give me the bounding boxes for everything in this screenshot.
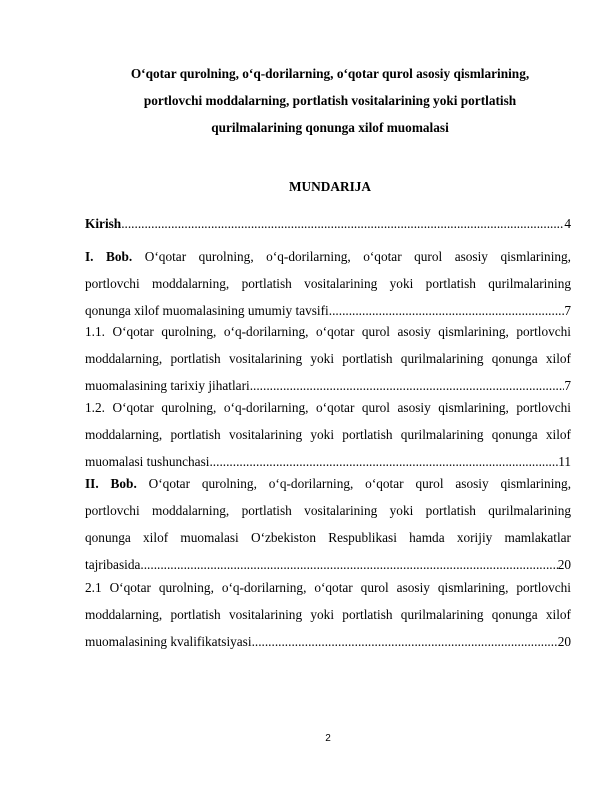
title-line-2: portlovchi moddalarning, portlatish vositalarining yoki portlatish — [143, 93, 517, 108]
toc-entry-line: moddalarning, portlatish vositalarining yoki portlatish qurilmalarining qonunga xilof — [85, 427, 571, 442]
toc-entry-line — [85, 210, 571, 237]
toc-heading: MUNDARIJA — [289, 179, 371, 194]
toc-entry-line: moddalarning, portlatish vositalarining yoki portlatish qurilmalarining qonunga xilof — [85, 607, 571, 622]
toc-page-number: 7 — [564, 303, 571, 318]
toc-entry-label: II. Bob. — [85, 476, 137, 491]
toc-entry-line: I. Bob. O‘qotar qurolning, o‘q-dorilarning, o‘qotar qurol asosiy qismlarining, — [85, 249, 572, 264]
title-line-1: O‘qotar qurolning, o‘q-dorilarning, o‘qotar qurol asosiy qismlarining, — [130, 66, 530, 81]
toc-entry-section-1-2[interactable] — [85, 394, 571, 475]
toc-entry-line: portlovchi moddalarning, portlatish vositalarining yoki portlatish qurilmalarining — [85, 276, 571, 291]
toc-entry-chapter-1[interactable] — [85, 243, 571, 324]
toc-entry-line: tajribasida ..... 20 — [85, 551, 571, 578]
toc-page-number: 7 — [564, 378, 571, 393]
toc-page-number: 20 — [557, 557, 571, 572]
toc-entry-line: portlovchi moddalarning, portlatish vositalarining yoki portlatish qurilmalarining — [85, 503, 571, 518]
toc-entry-line: qonunga xilof muomalasi O‘zbekiston Respublikasi hamda xorijiy mamlakatlar — [85, 530, 571, 545]
toc-entry-label: I. Bob. — [85, 249, 133, 264]
toc-entry-line: 1.1. O‘qotar qurolning, o‘q-dorilarning, o‘qotar qurol asosiy qismlarining, portlovchi — [85, 324, 571, 339]
toc-entry-label: Kirish — [85, 216, 122, 231]
toc-entry-line: 2.1 O‘qotar qurolning, o‘q-dorilarning, o‘qotar qurol asosiy qismlarining, portlovchi — [85, 580, 571, 595]
toc-entry-line: 1.2. O‘qotar qurolning, o‘q-dorilarning, o‘qotar qurol asosiy qismlarining, portlovchi — [85, 400, 571, 415]
leader-dots — [121, 210, 564, 237]
toc-entry-chapter-2[interactable] — [85, 470, 571, 578]
toc-page-number: 11 — [558, 454, 571, 469]
toc-entry-section-1-1[interactable] — [85, 318, 571, 399]
leader-dots — [252, 628, 558, 655]
toc-entry-line: muomalasining kvalifikatsiyasi ..... 20 — [85, 628, 571, 655]
page-number: 2 — [325, 733, 331, 744]
toc-entry-intro[interactable] — [85, 210, 571, 237]
title-line-3: qurilmalarining qonunga xilof muomalasi — [211, 120, 449, 135]
toc-entry-line: muomalasi tushunchasi ..... 11 — [85, 448, 571, 475]
toc-entry-line: moddalarning, portlatish vositalarining yoki portlatish qurilmalarining qonunga xilof — [85, 351, 571, 366]
toc-page-number: 4 — [564, 216, 571, 231]
toc-entry-line: II. Bob. O‘qotar qurolning, o‘q-dorilarning, o‘qotar qurol asosiy qismlarining, — [85, 476, 572, 491]
toc-entry-line: muomalasining tarixiy jihatlari ..... 7 — [85, 372, 571, 399]
toc-entry-line: qonunga xilof muomalasining umumiy tavsifi ..... 7 — [85, 297, 571, 324]
toc-entry-section-2-1[interactable] — [85, 574, 571, 655]
toc-page-number: 20 — [557, 634, 571, 649]
document-title — [100, 60, 560, 141]
